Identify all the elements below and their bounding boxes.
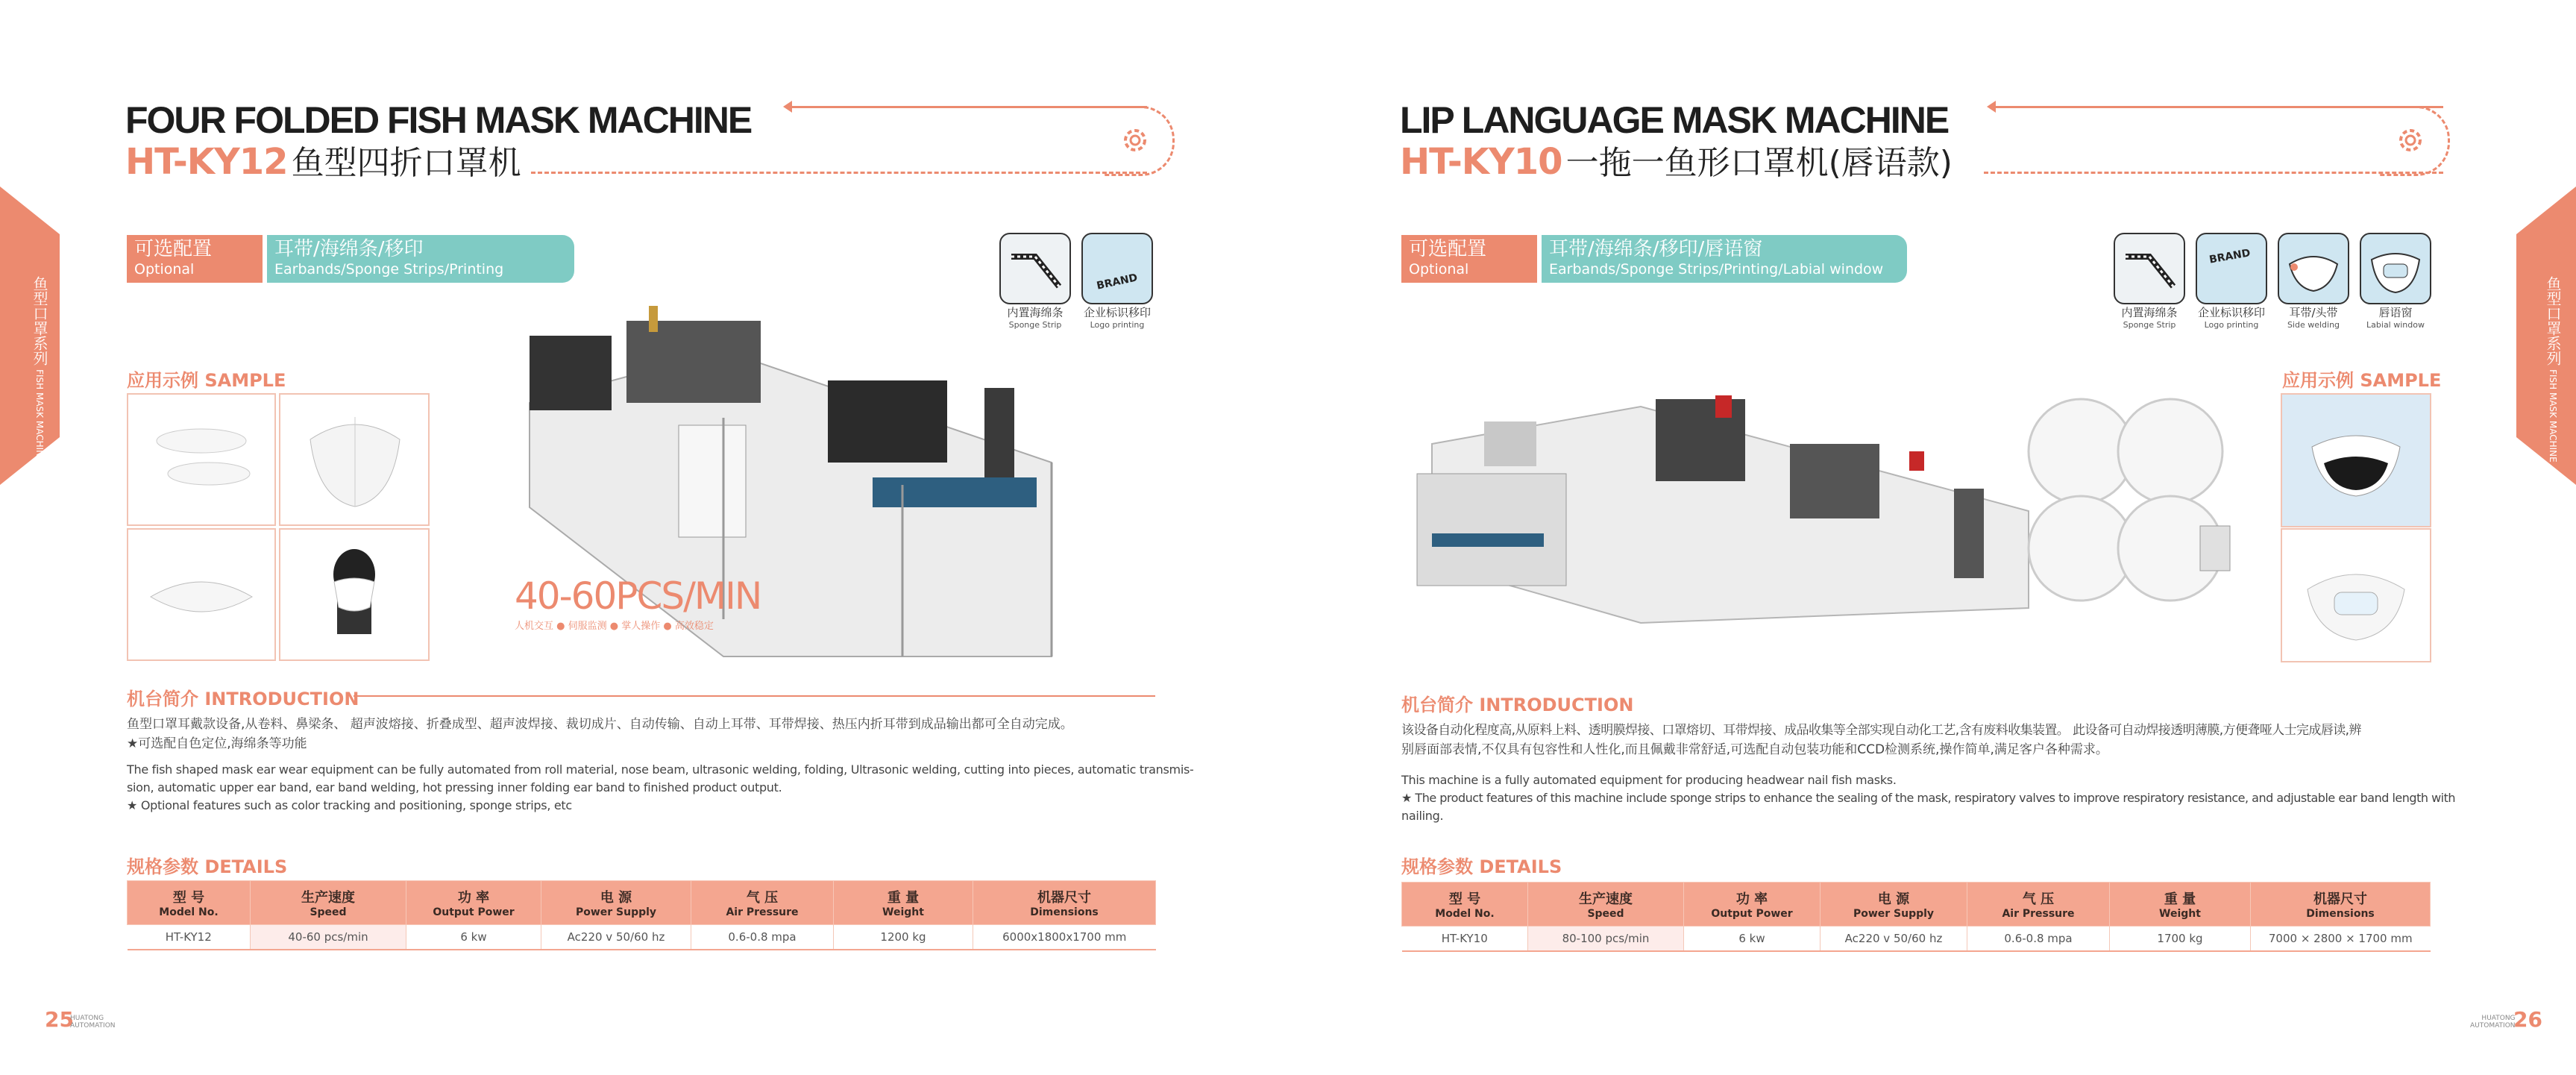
right-title-cn: 一拖一鱼形口罩机(唇语款): [1565, 144, 1953, 182]
right-icon-2-cn: 企业标识移印: [2197, 306, 2265, 319]
right-footer-brand-1: HUATONG: [2481, 1015, 2516, 1022]
left-cell-weight: 1200 kg: [834, 925, 973, 950]
right-cell-supply: Ac220 v 50/60 hz: [1821, 927, 1967, 952]
right-option-icon-3: [2278, 233, 2349, 330]
left-model-code: HT-KY12: [125, 141, 288, 183]
right-cell-power: 6 kw: [1684, 927, 1821, 952]
left-th-dimensions: 机器尺寸 Dimensions: [973, 881, 1156, 925]
right-brand-badge: BRAND: [2208, 247, 2252, 266]
left-icon-2-cn: 企业标识移印: [1083, 306, 1151, 319]
right-option-icon-2: [2196, 233, 2267, 330]
right-options-list: [1542, 235, 1907, 283]
left-details-heading: 规格参数 DETAILS: [127, 856, 288, 877]
left-side-tab-cn: 鱼型口罩系列: [31, 276, 48, 366]
left-spec-header-row: [128, 881, 1156, 925]
left-icon-2-en: Logo printing: [1090, 320, 1145, 330]
right-details-heading: 规格参数 DETAILS: [1401, 856, 1562, 877]
left-th-weight: 重 量 Weight: [834, 881, 973, 925]
left-side-tab-en: FISH MASK MACHINE: [34, 369, 45, 463]
left-cell-speed: 40-60 pcs/min: [251, 925, 406, 950]
right-optional-cn: 可选配置: [1409, 238, 1487, 260]
right-cell-weight: 1700 kg: [2110, 927, 2251, 952]
right-side-tab-en: FISH MASK MACHINE: [2548, 369, 2558, 463]
left-intro-rule: [354, 695, 1155, 697]
right-th-model: 型 号 Model No.: [1402, 883, 1528, 927]
left-th-model: 型 号 Model No.: [128, 881, 251, 925]
left-title-cn: 鱼型四折口罩机: [291, 144, 521, 182]
left-sample-1: [127, 393, 276, 526]
left-th-pressure: 气 压 Air Pressure: [691, 881, 834, 925]
right-th-speed: 生产速度 Speed: [1528, 883, 1684, 927]
right-footer-brand-2: AUTOMATION: [2470, 1022, 2516, 1029]
left-underline: [531, 172, 1147, 174]
right-th-weight: 重 量 Weight: [2110, 883, 2251, 927]
left-optional-cn: 可选配置: [134, 238, 213, 260]
left-optional-en: Optional: [134, 261, 195, 278]
right-icon-1-en: Sponge Strip: [2123, 320, 2176, 330]
left-page-number: 25: [45, 1007, 74, 1032]
left-cell-pressure: 0.6-0.8 mpa: [691, 925, 834, 950]
left-intro-cn-1: 鱼型口罩耳戴款设备,从卷料、鼻梁条、 超声波熔接、折叠成型、超声波焊接、裁切成片、自动传输、自动上耳带、耳带焊接、热压内折耳带到成品输出都可全自动完成。: [127, 717, 1073, 732]
table-row: [128, 925, 1156, 950]
left-optional-label: [127, 235, 263, 283]
right-arrow-line: [1993, 106, 2443, 108]
left-intro-heading: 机台简介 INTRODUCTION: [127, 689, 359, 709]
left-intro-en-1: The fish shaped mask ear wear equipment can be fully automated from roll material, nose beam, ultrasonic welding, folding, Ultrasonic welding, cutting into pieces, automatic transmis-: [127, 762, 1194, 777]
right-spec-header-row: [1402, 883, 2431, 927]
right-optional-en: Optional: [1409, 261, 1469, 278]
right-underline: [1984, 172, 2443, 174]
left-cell-model: HT-KY12: [128, 925, 251, 950]
left-th-speed: 生产速度 Speed: [251, 881, 406, 925]
right-icon-4-en: Labial window: [2366, 320, 2425, 330]
right-model-code: HT-KY10: [1400, 141, 1562, 183]
right-option-icon-4: [2360, 233, 2431, 330]
right-options-cn: 耳带/海绵条/移印/唇语窗: [1549, 238, 1763, 260]
left-options-cn: 耳带/海绵条/移印: [274, 238, 424, 260]
left-speed-sub: 人机交互 ● 伺服监测 ● 掌人操作 ● 高效稳定: [515, 621, 714, 632]
left-title-line2: [125, 136, 521, 184]
right-intro-heading: 机台简介 INTRODUCTION: [1401, 695, 1634, 715]
right-title-en: LIP LANGUAGE MASK MACHINE: [1400, 99, 1949, 141]
left-speed-big: 40-60PCS/MIN: [515, 574, 761, 618]
right-th-power: 功 率 Output Power: [1684, 883, 1821, 927]
right-intro-cn-1: 该设备自动化程度高,从原料上料、透明膜焊接、口罩熔切、耳带焊接、成品收集等全部实现自动化工艺,含有废料收集装置。 此设备可自动焊接透明薄膜,方便聋哑人士完成唇读,辨: [1401, 723, 2361, 738]
logo-printing-icon: [2196, 233, 2267, 304]
right-side-tab-cn: 鱼型口罩系列: [2544, 276, 2562, 366]
right-intro-en-1: This machine is a fully automated equipment for producing headwear nail fish masks.: [1401, 773, 1897, 787]
left-sample-4: [279, 528, 430, 661]
right-sample-heading: 应用示例 SAMPLE: [2282, 370, 2442, 391]
labial-window-icon: [2360, 233, 2431, 304]
left-sample-heading: 应用示例 SAMPLE: [127, 370, 286, 391]
left-spec-table: [127, 880, 1156, 950]
left-cell-dimensions: 6000x1800x1700 mm: [973, 925, 1156, 950]
right-option-icon-1: [2114, 233, 2185, 330]
right-page-number: 26: [2513, 1007, 2542, 1032]
right-icon-1-cn: 内置海绵条: [2121, 306, 2178, 319]
left-footer-brand-2: AUTOMATION: [70, 1022, 116, 1029]
right-cell-model: HT-KY10: [1402, 927, 1528, 952]
left-arrow-line: [789, 106, 1147, 108]
right-intro-en-2: ★ The product features of this machine include sponge strips to enhance the sealing of the mask, respiratory valves to improve respiratory resistance, and adjustable ear band length with: [1401, 791, 2456, 805]
left-options-list: [267, 235, 574, 283]
right-intro-en-3: nailing.: [1401, 809, 1444, 823]
logo-printing-icon: [1081, 233, 1153, 304]
left-icon-1-cn: 内置海绵条: [1007, 306, 1064, 319]
right-title-line2: [1400, 136, 1953, 184]
left-icon-1-en: Sponge Strip: [1008, 320, 1062, 330]
right-sample-2: [2281, 528, 2431, 662]
sponge-strip-icon: [2114, 233, 2185, 304]
left-sample-2: [279, 393, 430, 526]
right-machine-image: [1402, 339, 2245, 653]
left-title-en: FOUR FOLDED FISH MASK MACHINE: [125, 99, 752, 141]
right-cell-speed: 80-100 pcs/min: [1528, 927, 1684, 952]
left-th-power: 功 率 Output Power: [406, 881, 541, 925]
right-icon-3-en: Side welding: [2287, 320, 2340, 330]
right-optional-label: [1401, 235, 1537, 283]
right-icon-4-cn: 唇语窗: [2378, 306, 2413, 319]
right-arrow-head: [1987, 101, 1996, 113]
table-row: [1402, 927, 2431, 952]
left-side-tab-text: [13, 276, 51, 463]
right-cell-dimensions: 7000 × 2800 × 1700 mm: [2251, 927, 2431, 952]
right-th-pressure: 气 压 Air Pressure: [1967, 883, 2110, 927]
right-icon-2-en: Logo printing: [2204, 320, 2259, 330]
right-footer-brand: [2470, 1015, 2516, 1029]
right-side-tab-text: [2527, 276, 2564, 463]
left-intro-en-2: sion, automatic upper ear band, ear band welding, hot pressing inner folding ear band to finished product output.: [127, 780, 782, 795]
left-intro-en-3: ★ Optional features such as color tracking and positioning, sponge strips, etc: [127, 798, 572, 812]
side-welding-icon: [2278, 233, 2349, 304]
right-th-supply: 电 源 Power Supply: [1821, 883, 1967, 927]
left-gear-icon: [1120, 125, 1150, 155]
left-sample-3: [127, 528, 276, 661]
left-th-supply: 电 源 Power Supply: [541, 881, 691, 925]
right-options-en: Earbands/Sponge Strips/Printing/Labial window: [1549, 261, 1884, 278]
right-sample-1: [2281, 393, 2431, 527]
left-cell-power: 6 kw: [406, 925, 541, 950]
right-th-dimensions: 机器尺寸 Dimensions: [2251, 883, 2431, 927]
right-cell-pressure: 0.6-0.8 mpa: [1967, 927, 2110, 952]
left-cell-supply: Ac220 v 50/60 hz: [541, 925, 691, 950]
left-options-en: Earbands/Sponge Strips/Printing: [274, 261, 504, 278]
left-footer-brand-1: HUATONG: [70, 1015, 104, 1022]
right-icon-3-cn: 耳带/头带: [2289, 306, 2338, 319]
left-footer-brand: [70, 1015, 116, 1029]
right-spec-table: [1401, 882, 2431, 952]
left-arrow-head: [783, 101, 792, 113]
left-intro-cn-2: ★可选配自色定位,海绵条等功能: [127, 736, 307, 751]
right-gear-icon: [2396, 125, 2425, 155]
left-brand-badge: BRAND: [1095, 272, 1139, 292]
sponge-strip-icon: [999, 233, 1071, 304]
right-intro-cn-2: 别唇面部表情,不仅具有包容性和人性化,而且佩戴非常舒适,可选配自动包装功能和CCD检测系统,操作简单,满足客户各种需求。: [1401, 742, 2108, 757]
